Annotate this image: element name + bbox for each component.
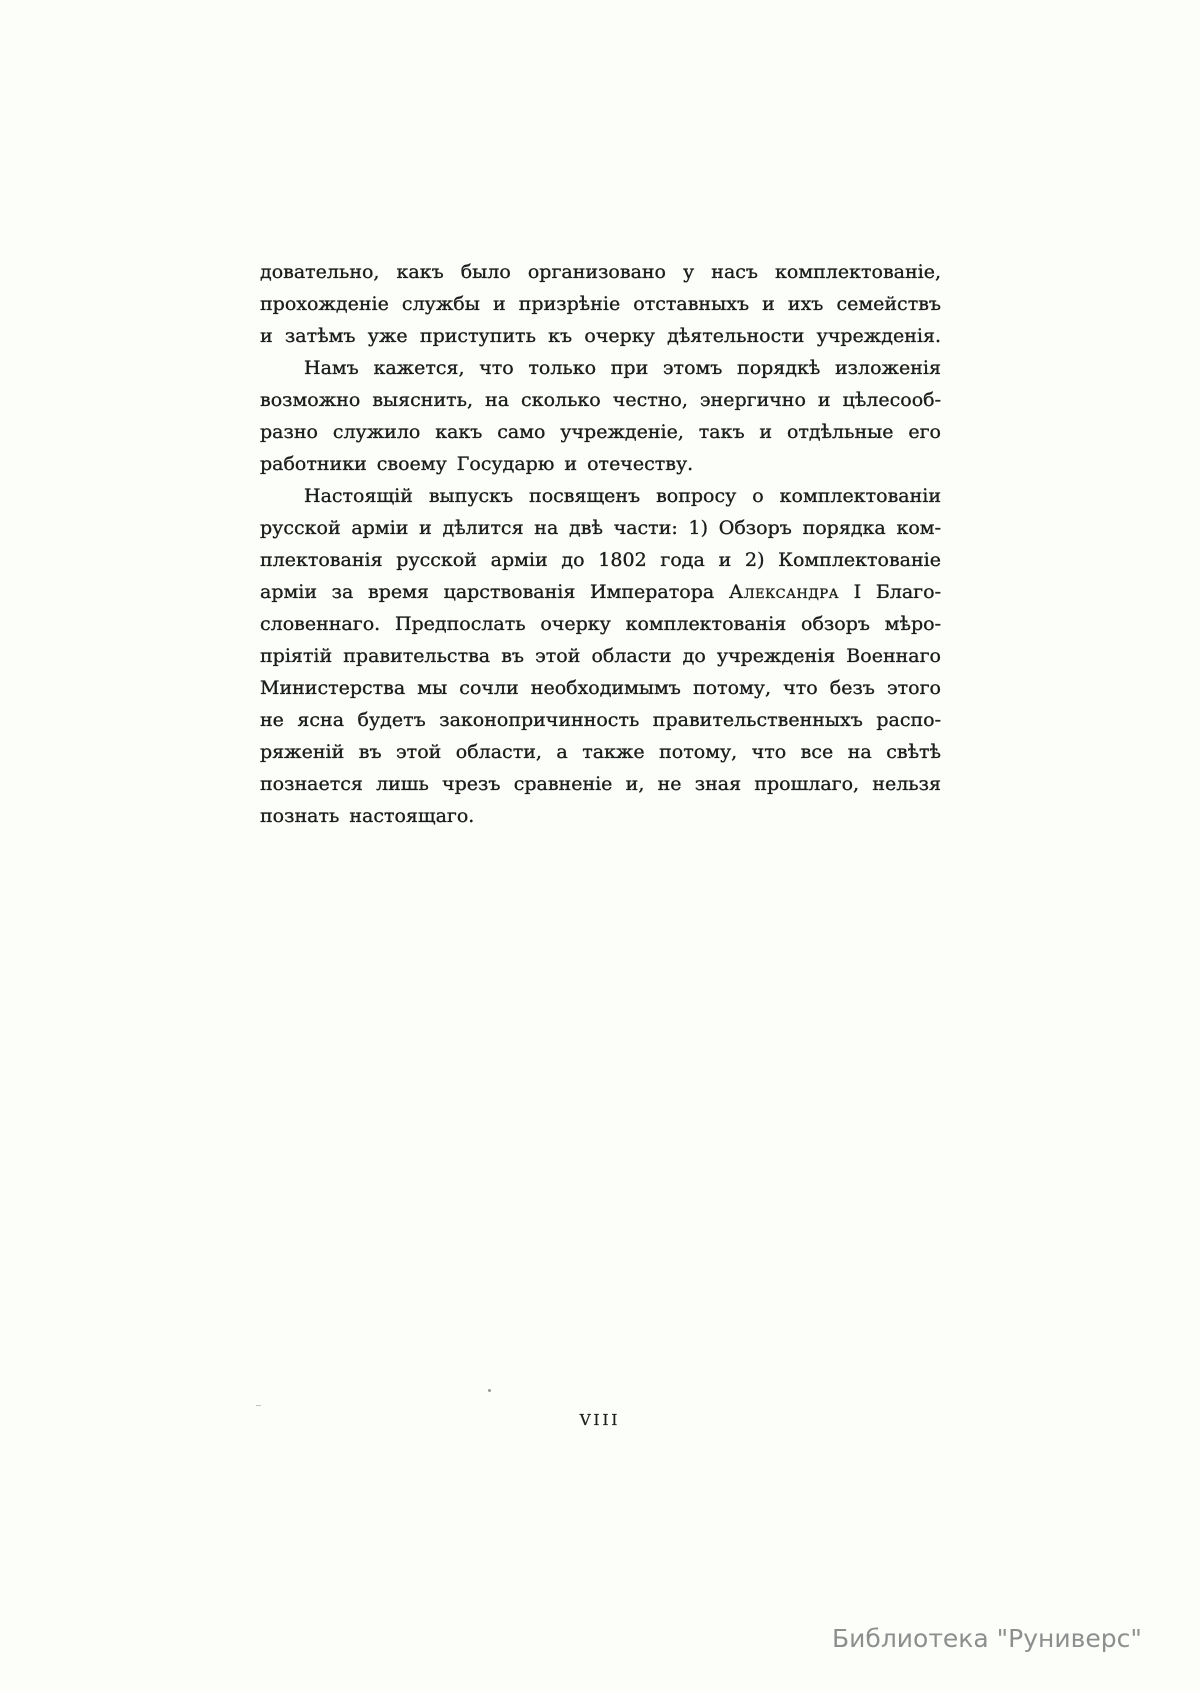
text-line: Намъ кажется, что только при этомъ порядкѣ изложенія — [304, 357, 941, 379]
emperor-name-smallcaps: Александра — [728, 581, 839, 603]
text-line: словеннаго. Предпослать очерку комплектованія обзоръ мѣро- — [260, 613, 941, 635]
text-line: возможно выяснить, на сколько честно, энергично и цѣлесооб- — [260, 389, 941, 411]
text-segment: I Благо- — [838, 581, 941, 603]
text-line — [260, 576, 941, 608]
text-line: довательно, какъ было организовано у насъ комплектованіе, — [260, 261, 941, 283]
text-line: познается лишь чрезъ сравненіе и, не зная прошлаго, нельзя — [260, 773, 941, 795]
text-line: русской арміи и дѣлится на двѣ части: 1) Обзоръ порядка ком- — [260, 517, 941, 539]
text-line: пріятій правительства въ этой области до учрежденія Военнаго — [260, 645, 941, 667]
text-line: прохожденіе службы и призрѣніе отставныхъ и ихъ семействъ — [260, 293, 941, 315]
text-line: работники своему Государю и отечеству. — [260, 453, 694, 475]
paragraph — [260, 352, 941, 480]
paragraph — [260, 480, 941, 832]
page-number: VIII — [579, 1411, 621, 1429]
runivers-watermark: Библиотека "Руниверс" — [832, 1624, 1142, 1653]
text-line: Министерства мы сочли необходимымъ потому, что безъ этого — [260, 677, 941, 699]
text-line: не ясна будетъ законопричинность правительственныхъ распо- — [260, 709, 941, 731]
text-line: плектованія русской арміи до 1802 года и 2) Комплектованіе — [260, 549, 941, 571]
paragraph — [260, 256, 941, 352]
text-line: и затѣмъ уже приступить къ очерку дѣятельности учрежденія. — [260, 325, 941, 347]
text-segment: арміи за время царствованія Императора — [260, 581, 729, 603]
text-line: Настоящій выпускъ посвященъ вопросу о комплектованіи — [304, 485, 941, 507]
text-line: познать настоящаго. — [260, 805, 475, 827]
text-line: ряженій въ этой области, а также потому, что все на свѣтѣ — [260, 741, 941, 763]
text-line: разно служило какъ само учрежденіе, такъ и отдѣльные его — [260, 421, 941, 443]
scan-speck — [488, 1389, 491, 1392]
text-block — [260, 256, 941, 832]
scan-speck — [256, 1405, 261, 1406]
